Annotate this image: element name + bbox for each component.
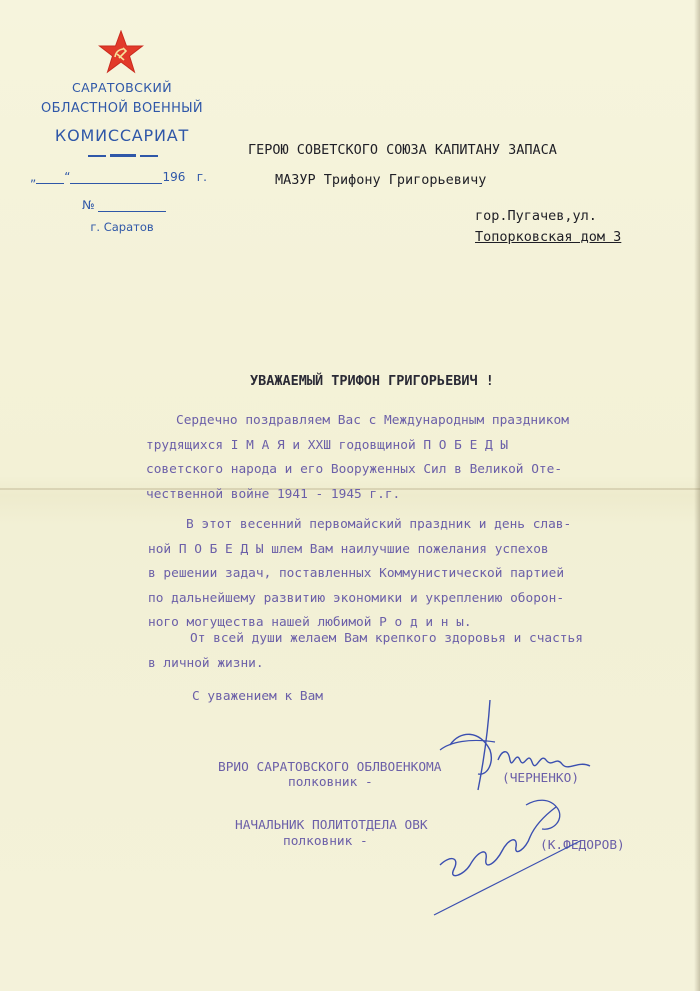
signatory-2-title: НАЧАЛЬНИК ПОЛИТОТДЕЛА ОВК (235, 818, 428, 833)
paragraph-3 (148, 627, 583, 676)
letterhead-line-3: КОМИССАРИАТ (54, 126, 190, 145)
signatory-2-name: (К.ФЕДОРОВ) (540, 838, 625, 853)
paragraph-1 (148, 409, 569, 507)
date-mid-quote: “ (64, 170, 71, 184)
date-year: 196 (162, 170, 186, 184)
paper-edge-shadow (694, 0, 700, 991)
date-open-quote: „ (30, 170, 37, 184)
date-day-blank (36, 171, 64, 184)
address-line-1: ГЕРОЮ СОВЕТСКОГО СОЮЗА КАПИТАНУ ЗАПАСА (248, 142, 557, 158)
letterhead-rule-left (88, 155, 106, 157)
handwritten-signature-fedorov (430, 785, 590, 925)
paragraph-1-line: Сердечно поздравляем Вас с Международным праздником (176, 413, 569, 428)
address-line-2: МАЗУР Трифону Григорьевичу (275, 172, 487, 188)
paragraph-1-line: трудящихся I М А Я и XXШ годовщиной П О Б Е Д Ы (146, 437, 509, 453)
paragraph-3-line: От всей души желаем Вам крепкого здоровья и счастья (190, 631, 583, 646)
letterhead-city: г. Саратов (90, 220, 154, 234)
salutation: УВАЖАЕМЫЙ ТРИФОН ГРИГОРЬЕВИЧ ! (250, 373, 494, 389)
paragraph-1-line: чественной войне 1941 - 1945 г.г. (146, 486, 401, 502)
paragraph-2-line: по дальнейшему развитию экономики и укреплению оборон- (148, 590, 565, 606)
signatory-1-title: ВРИО САРАТОВСКОГО ОБЛВОЕНКОМА (218, 760, 442, 775)
paragraph-2 (148, 513, 571, 636)
signatory-2-rank: полковник - (283, 834, 368, 849)
signatory-1-name: (ЧЕРНЕНКО) (502, 771, 580, 786)
number-sign: № (82, 198, 95, 212)
letterhead-line-1: САРАТОВСКИЙ (71, 80, 173, 95)
paragraph-3-line: в личной жизни. (148, 655, 264, 671)
paragraph-2-line: в решении задач, поставленных Коммунистической партией (148, 566, 565, 581)
letterhead-rule-center (110, 154, 136, 157)
date-suffix: г. (196, 170, 207, 184)
address-line-4: Топорковская дом 3 (475, 229, 622, 245)
date-month-blank (70, 171, 162, 184)
address-line-3: гор.Пугачев,ул. (475, 208, 597, 224)
number-field (82, 198, 166, 212)
signatory-1-rank: полковник - (288, 775, 373, 790)
paragraph-2-line: В этот весенний первомайский праздник и день слав- (186, 517, 572, 532)
handwritten-signature-chernenko (420, 690, 610, 800)
date-field (30, 170, 207, 184)
letterhead-line-2: ОБЛАСТНОЙ ВОЕННЫЙ (41, 101, 203, 116)
paragraph-2-line: ной П О Б Е Д Ы шлем Вам наилучшие пожелания успехов (148, 541, 549, 557)
paragraph-2-line: ного могущества нашей любимой Р о д и н ы. (148, 615, 472, 630)
red-star-emblem-icon (98, 30, 144, 74)
number-blank (98, 199, 166, 212)
closing-line: С уважением к Вам (192, 689, 323, 704)
paragraph-1-line: советского народа и его Вооруженных Сил в Великой Оте- (146, 462, 563, 477)
letterhead-rule-right (140, 155, 158, 157)
